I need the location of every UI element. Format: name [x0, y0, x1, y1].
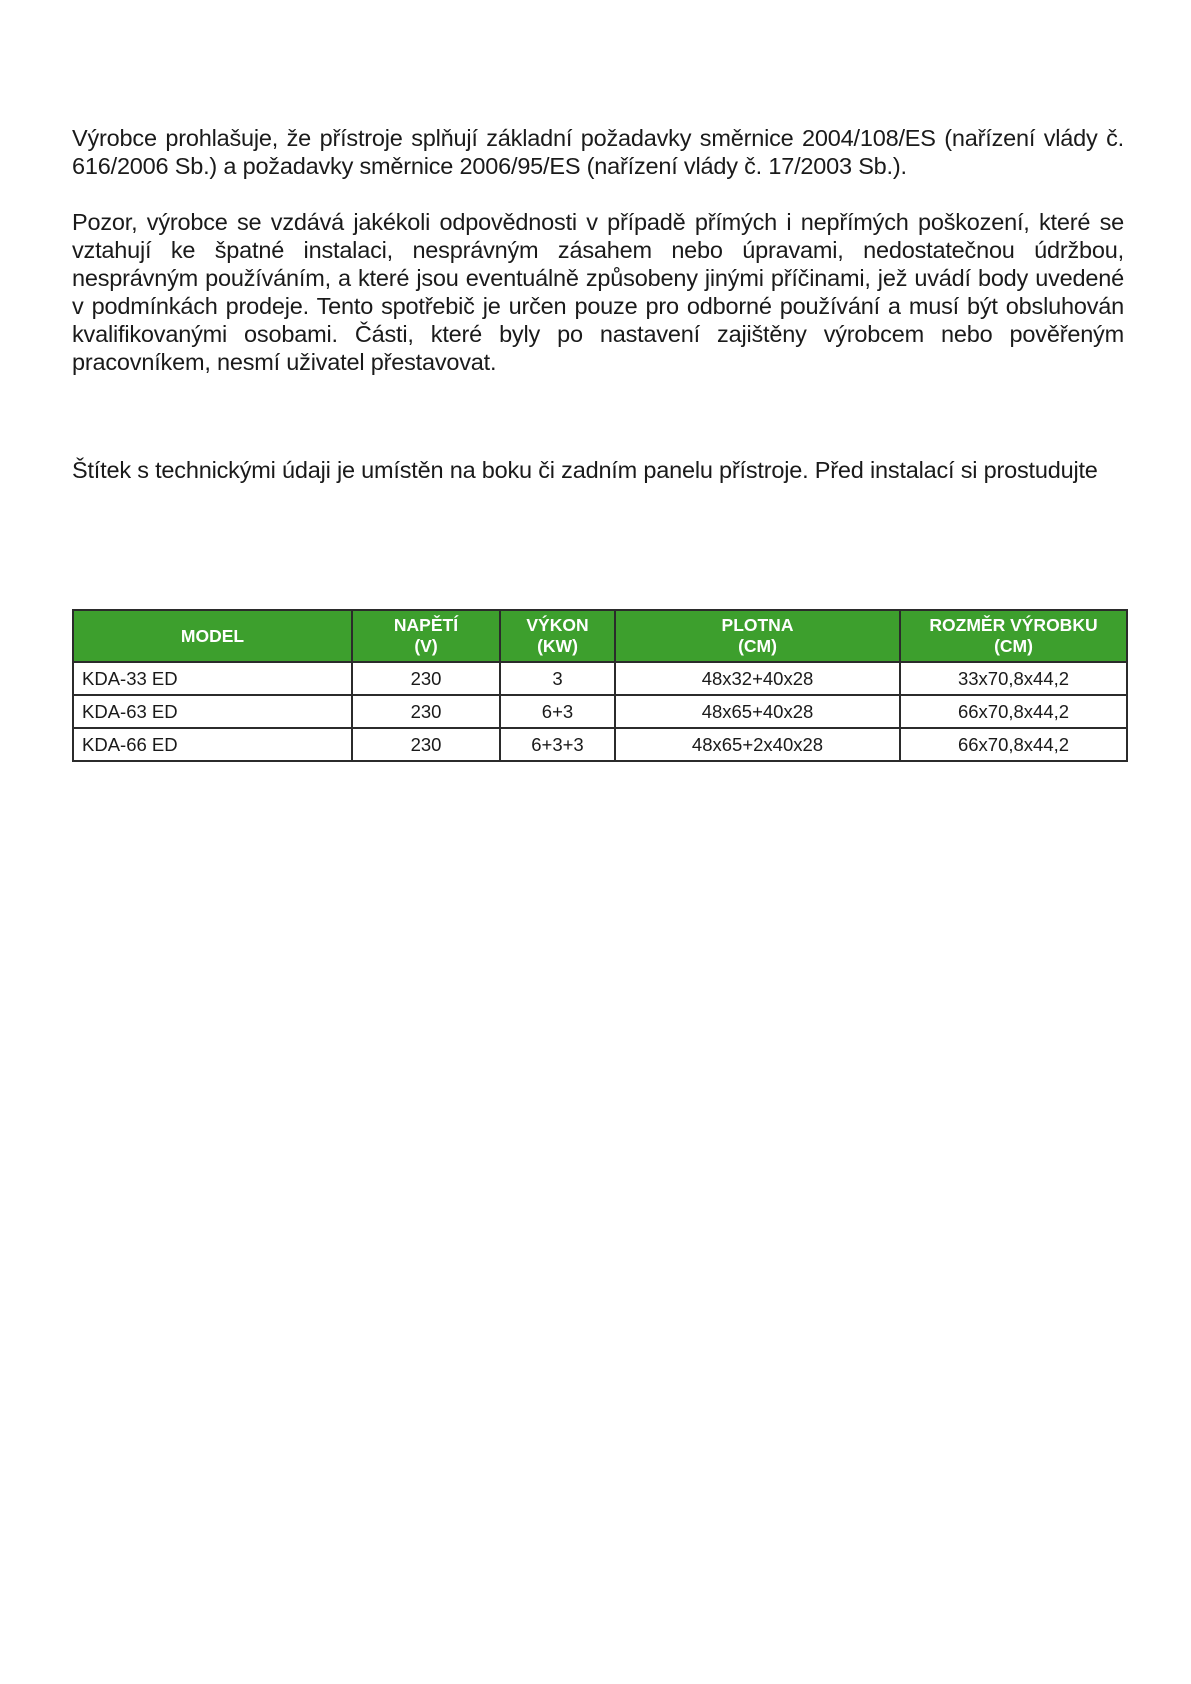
table-row [73, 662, 1127, 695]
cell-voltage: 230 [352, 662, 500, 695]
cell-plate: 48x65+2x40x28 [615, 728, 900, 761]
cell-dimensions: 33x70,8x44,2 [900, 662, 1127, 695]
cell-power: 6+3 [500, 695, 615, 728]
column-header-plate: PLOTNA (CM) [615, 610, 900, 662]
column-header-model: MODEL [73, 610, 352, 662]
table-row [73, 728, 1127, 761]
table-row [73, 695, 1127, 728]
spec-table [72, 609, 1128, 762]
cell-voltage: 230 [352, 728, 500, 761]
cell-power: 3 [500, 662, 615, 695]
cell-dimensions: 66x70,8x44,2 [900, 695, 1127, 728]
cell-model: KDA-63 ED [73, 695, 352, 728]
cell-dimensions: 66x70,8x44,2 [900, 728, 1127, 761]
cell-model: KDA-33 ED [73, 662, 352, 695]
column-header-power: VÝKON (KW) [500, 610, 615, 662]
liability-paragraph: Pozor, výrobce se vzdává jakékoli odpovědnosti v případě přímých i nepřímých poškození, které se vztahují ke špatné instalaci, nesprávným zásahem nebo úpravami, nedostatečnou údržbou, nesprávným používáním, a které jsou eventuálně způsobeny jinými příčinami, jež uvádí body uvedené v podmínkách prodeje. Tento spotřebič je určen pouze pro odborné používání a musí být obsluhován kvalifikovanými osobami. Části, které byly po nastavení zajištěny výrobcem nebo pověřeným pracovníkem, nesmí uživatel přestavovat. [72, 209, 1124, 375]
column-header-dimensions: ROZMĚR VÝROBKU (CM) [900, 610, 1127, 662]
truncated-text-line [72, 456, 1124, 483]
cell-voltage: 230 [352, 695, 500, 728]
column-header-voltage: NAPĚTÍ (V) [352, 610, 500, 662]
table-header-row [73, 610, 1127, 662]
declaration-paragraph: Výrobce prohlašuje, že přístroje splňují základní požadavky směrnice 2004/108/ES (nařízení vlády č. 616/2006 Sb.) a požadavky směrnice 2006/95/ES (nařízení vlády č. 17/2003 Sb.). [72, 125, 1124, 179]
cell-power: 6+3+3 [500, 728, 615, 761]
cell-model: KDA-66 ED [73, 728, 352, 761]
cell-plate: 48x65+40x28 [615, 695, 900, 728]
cell-plate: 48x32+40x28 [615, 662, 900, 695]
truncated-text: Štítek s technickými údaji je umístěn na boku či zadním panelu přístroje. Před instalací si prostudujte [72, 457, 1098, 483]
